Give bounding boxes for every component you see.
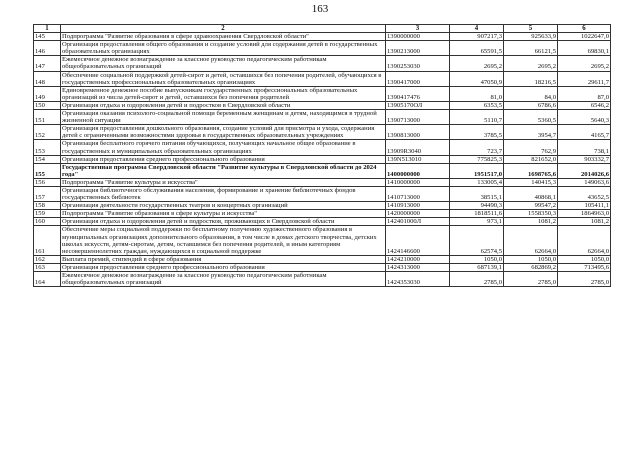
row-value-col4: 973,1 [450,218,504,226]
row-value-col4: 3785,5 [450,125,504,140]
row-value-col5: 140415,3 [504,178,558,186]
table-row [34,210,611,218]
row-value-col6: 149063,6 [558,178,611,186]
row-value-col5: 1081,2 [504,218,558,226]
row-name: Организация отдыха и оздоровления детей и подростков в Свердловской области [61,101,386,109]
row-value-col5: 99547,2 [504,202,558,210]
row-code: 139N513010 [386,155,450,163]
row-code: 1424146600 [386,226,450,255]
row-name: Выплата премий, стипендий в сфере образования [61,255,386,263]
row-name: Организация библиотечного обслуживания населения, формирование и хранение библиотечных фондов государственных библиотек [61,186,386,201]
row-name: Единовременное денежное пособие выпускникам государственных профессиональных образовательных организаций из числа детей-сирот и детей, оставшихся без попечения родителей [61,86,386,101]
row-code: 142401000Л [386,218,450,226]
table-header-row [34,25,611,33]
table-row [34,218,611,226]
row-value-col4: 81,0 [450,86,504,101]
row-value-col6: 1022647,0 [558,33,611,41]
table-row [34,41,611,56]
row-value-col6: 2695,2 [558,56,611,71]
row-name: Организация предоставления среднего профессионального образования [61,263,386,271]
table-row [34,110,611,125]
header-col-2: 2 [61,25,386,33]
row-value-col6: 1050,0 [558,255,611,263]
row-code: 1424313000 [386,263,450,271]
row-number: 161 [34,226,61,255]
row-code: 1390253030 [386,56,450,71]
row-number: 148 [34,71,61,86]
row-value-col6: 4165,7 [558,125,611,140]
row-name: Ежемесячное денежное вознаграждение за классное руководство педагогическим работникам общеобразовательных организаций [61,56,386,71]
row-value-col5: 1050,0 [504,255,558,263]
header-col-3: 3 [386,25,450,33]
row-value-col6: 6546,2 [558,101,611,109]
row-code: 1410713000 [386,186,450,201]
row-code: 1400000000 [386,163,450,178]
row-value-col4: 775825,3 [450,155,504,163]
row-code: 1410913000 [386,202,450,210]
row-value-col4: 47050,9 [450,71,504,86]
row-value-col5: 66121,5 [504,41,558,56]
row-value-col5: 62664,0 [504,226,558,255]
row-number: 163 [34,263,61,271]
row-name: Государственная программа Свердловской области "Развитие культуры в Свердловской области до 2024 года" [61,163,386,178]
row-value-col6: 105411,1 [558,202,611,210]
table-row [34,255,611,263]
table-row [34,56,611,71]
row-value-col6: 1081,2 [558,218,611,226]
row-value-col4: 2695,2 [450,56,504,71]
row-value-col6: 29611,7 [558,71,611,86]
row-value-col4: 2785,0 [450,272,504,287]
row-name: Организация предоставления среднего профессионального образования [61,155,386,163]
row-number: 152 [34,125,61,140]
row-code: 1424353030 [386,272,450,287]
row-value-col5: 821652,0 [504,155,558,163]
row-name: Организация предоставления дошкольного образования, создание условий для присмотра и ухода, содержания детей с ограниченными возможностями здоровья в государственных образовательных учреждениях [61,125,386,140]
table-row [34,140,611,155]
row-code: 1390000000 [386,33,450,41]
row-value-col4: 723,7 [450,140,504,155]
row-value-col5: 1558350,3 [504,210,558,218]
row-value-col4: 1951517,0 [450,163,504,178]
row-value-col6: 62664,0 [558,226,611,255]
table-row [34,101,611,109]
row-number: 160 [34,218,61,226]
table-row [34,226,611,255]
row-value-col5: 762,9 [504,140,558,155]
row-value-col4: 62574,5 [450,226,504,255]
header-col-4: 4 [450,25,504,33]
row-number: 149 [34,86,61,101]
row-value-col6: 738,1 [558,140,611,155]
header-col-6: 6 [558,25,611,33]
row-name: Организация отдыха и оздоровления детей и подростков, проживающих в Свердловской области [61,218,386,226]
row-value-col4: 133005,4 [450,178,504,186]
row-name: Подпрограмма "Развитие образования в сфере здравоохранения Свердловской области" [61,33,386,41]
row-name: Подпрограмма "Развитие культуры и искусства" [61,178,386,186]
row-number: 153 [34,140,61,155]
row-value-col4: 907217,3 [450,33,504,41]
row-value-col4: 1818511,6 [450,210,504,218]
row-value-col6: 2785,0 [558,272,611,287]
row-value-col5: 2695,2 [504,56,558,71]
row-number: 154 [34,155,61,163]
row-value-col5: 3954,7 [504,125,558,140]
row-value-col6: 43652,5 [558,186,611,201]
row-number: 145 [34,33,61,41]
table-row [34,155,611,163]
row-code: 1390417000 [386,71,450,86]
row-number: 155 [34,163,61,178]
row-code: 1424210000 [386,255,450,263]
row-value-col6: 713495,6 [558,263,611,271]
row-value-col5: 682869,2 [504,263,558,271]
budget-table [33,24,611,287]
header-col-1: 1 [34,25,61,33]
row-value-col6: 5640,3 [558,110,611,125]
row-name: Организация предоставления общего образования и создание условий для содержания детей в государственных образовательных организациях [61,41,386,56]
row-number: 159 [34,210,61,218]
row-name: Организация бесплатного горячего питания обучающихся, получающих начальное общее образование в государственных и муниципальных образовательных организациях [61,140,386,155]
row-number: 158 [34,202,61,210]
table-body [34,33,611,287]
table-row [34,125,611,140]
row-code: 13909R3040 [386,140,450,155]
row-name: Ежемесячное денежное вознаграждение за классное руководство педагогическим работникам общеобразовательных организаций [61,272,386,287]
table-row [34,178,611,186]
row-code: 1390417476 [386,86,450,101]
row-code: 1390713000 [386,110,450,125]
table-row [34,163,611,178]
row-name: Организация оказания психолого-социальной помощи беременным женщинам и детям, находящимся в трудной жизненной ситуации [61,110,386,125]
row-code: 1410000000 [386,178,450,186]
row-name: Обеспечение социальной поддержкой детей-сирот и детей, оставшихся без попечения родителей, обучающихся в государственных профессиональных образовательных организациях [61,71,386,86]
row-number: 164 [34,272,61,287]
row-number: 156 [34,178,61,186]
row-name: Подпрограмма "Развитие образования в сфере культуры и искусства" [61,210,386,218]
row-code: 1420000000 [386,210,450,218]
row-value-col4: 687139,1 [450,263,504,271]
row-value-col5: 6786,6 [504,101,558,109]
table-row [34,71,611,86]
row-name: Обеспечение меры социальной поддержки по бесплатному получению художественного образования в муниципальных организациях дополнительного образования, в том числе в домах детского творчества, детских школах искусств, детям-сиротам, детям, оставшимся без попечения родителей, и иным категориям несовершеннолетних граждан, нуждающихся в социальной поддержке [61,226,386,255]
row-number: 147 [34,56,61,71]
row-value-col5: 84,0 [504,86,558,101]
row-name: Организация деятельности государственных театров и концертных организаций [61,202,386,210]
row-value-col4: 65591,5 [450,41,504,56]
row-value-col4: 1050,0 [450,255,504,263]
row-value-col4: 5110,7 [450,110,504,125]
row-value-col5: 18216,5 [504,71,558,86]
row-number: 150 [34,101,61,109]
row-value-col5: 1698765,6 [504,163,558,178]
table-row [34,272,611,287]
row-number: 157 [34,186,61,201]
row-number: 151 [34,110,61,125]
row-value-col5: 2785,0 [504,272,558,287]
row-value-col5: 925633,9 [504,33,558,41]
row-value-col5: 5360,5 [504,110,558,125]
row-code: 1390813000 [386,125,450,140]
row-number: 146 [34,41,61,56]
table-row [34,86,611,101]
page-number: 163 [311,3,329,15]
table-row [34,33,611,41]
row-value-col4: 6353,5 [450,101,504,109]
row-value-col6: 1864963,0 [558,210,611,218]
table-row [34,263,611,271]
table-row [34,186,611,201]
row-value-col4: 38515,1 [450,186,504,201]
row-code: 1390213000 [386,41,450,56]
table-row [34,202,611,210]
row-value-col6: 2014026,6 [558,163,611,178]
row-value-col6: 69830,1 [558,41,611,56]
row-value-col4: 94490,3 [450,202,504,210]
row-value-col5: 40868,1 [504,186,558,201]
header-col-5: 5 [504,25,558,33]
row-value-col6: 903332,7 [558,155,611,163]
row-value-col6: 87,0 [558,86,611,101]
row-number: 162 [34,255,61,263]
row-code: 13905170ОЛ [386,101,450,109]
